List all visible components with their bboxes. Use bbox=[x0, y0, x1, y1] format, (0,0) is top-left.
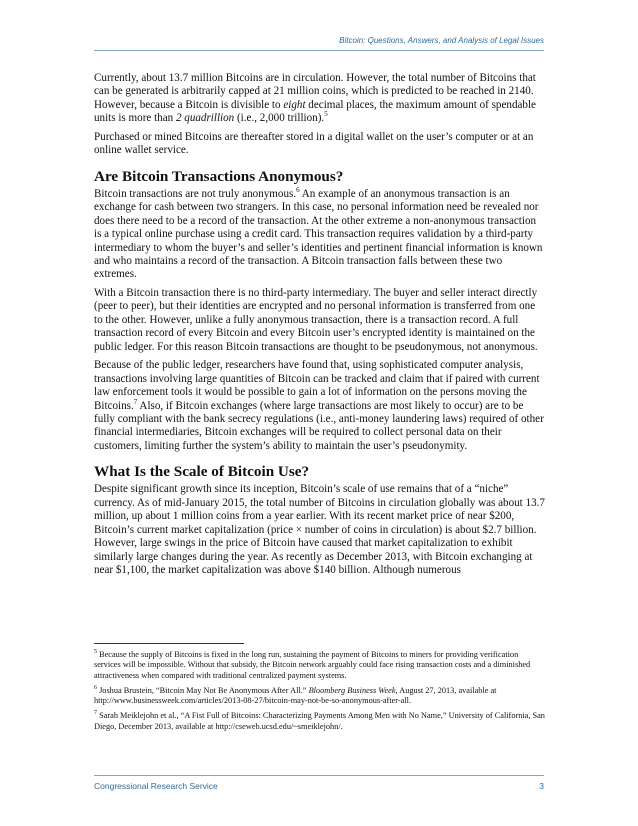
page-number: 3 bbox=[539, 781, 544, 791]
footnote-text[interactable]: August 27, 2013, available at http://www.businessweek.com/articles/2013-08-27/bitcoin-may-not-be-so-anonymous-after-all. bbox=[94, 685, 497, 706]
section-heading-anonymous: Are Bitcoin Transactions Anonymous? bbox=[94, 167, 344, 185]
section-heading-scale: What Is the Scale of Bitcoin Use? bbox=[94, 463, 310, 481]
italic-run: eight bbox=[283, 98, 306, 111]
footnote-ref[interactable]: 5 bbox=[324, 110, 328, 119]
paragraph-pseudonymous: With a Bitcoin transaction there is no third-party intermediary. The buyer and seller interact directly (peer to peer), but their identities are encrypted and no personal information is transferred from one to the other. However, unlike a fully anonymous transaction, there is a transaction record. A full transaction record of every Bitcoin and every Bitcoin user’s encrypted identity is maintained on the public ledger. For this reason Bitcoin transactions are thought to be pseudonymous, not anonymous. bbox=[94, 286, 538, 353]
running-header: Bitcoin: Questions, Answers, and Analysis of Legal Issues bbox=[339, 36, 544, 45]
footer-rule bbox=[94, 775, 544, 776]
text-run: Also, if Bitcoin exchanges (where large transactions are most likely to occur) are to be fully compliant with the bank secrecy regulations (i.e., anti-money laundering laws) required of other financial intermediaries, Bitcoin exchanges will be required to collect personal data on their customers, limiting further the system’s ability to maintain the user’s pseudonymity. bbox=[94, 399, 544, 452]
paragraph-anonymity bbox=[94, 185, 546, 282]
text-run: Currently, about 13.7 million Bitcoins are in circulation. However, the total number of Bitcoins that can be generated is arbitrarily capped at 21 million coins, which is predicted to be reached in 2140. However, because a Bitcoin is divisible to bbox=[94, 72, 536, 111]
footer-organization: Congressional Research Service bbox=[94, 781, 218, 791]
body-text bbox=[94, 72, 546, 583]
text-run: (i.e., 2,000 trillion). bbox=[234, 112, 325, 125]
footnote-text: Joshua Brustein, “Bitcoin May Not Be Anonymous After All.” bbox=[97, 685, 309, 695]
footnote-ref[interactable]: 6 bbox=[296, 185, 300, 194]
footnote-number: 6 bbox=[94, 684, 97, 691]
text-run: Because of the public ledger, researchers have found that, using sophisticated computer analysis, transactions involving large quantities of Bitcoin can be tracked and claim that if paired with current law enforcement tools it would be possible to gain a lot of information on the persons moving the Bitcoins. bbox=[94, 359, 540, 412]
footnote-number: 5 bbox=[94, 649, 97, 655]
footnote-5 bbox=[94, 650, 546, 681]
paragraph-public-ledger bbox=[94, 359, 546, 453]
paragraph-wallet: Purchased or mined Bitcoins are thereafter stored in a digital wallet on the user’s computer or at an online wallet service. bbox=[94, 130, 534, 157]
text-run: decimal places, the maximum amount of spendable units is more than bbox=[94, 98, 536, 125]
footnote-ref[interactable]: 7 bbox=[133, 397, 138, 406]
footnote-text[interactable]: Sarah Meiklejohn et al., “A Fist Full of Bitcoins: Characterizing Payments Among Men with No Name,” University of California, San Diego, December 2013, available at http://cseweb.ucsd.edu/~smeiklejohn/. bbox=[94, 711, 545, 731]
footnotes bbox=[94, 650, 546, 737]
footnote-7 bbox=[94, 711, 546, 732]
text-run: An example of an anonymous transaction is an exchange for cash between two strangers. In this case, no personal information need be revealed nor does there need to be a record of the transaction. At the other extreme a non-anonymous transaction is a typical online purchase using a credit card. This transaction requires validation by a third-party intermediary to whom the buyer’s and seller’s identities and pertinent financial information is known and who maintains a record of the transaction. A Bitcoin transaction falls between these two extremes. bbox=[94, 187, 543, 281]
italic-run: Bloomberg Business Week, bbox=[308, 685, 398, 695]
italic-run: 2 quadrillion bbox=[175, 112, 235, 125]
footnote-number: 7 bbox=[94, 710, 97, 717]
paragraph-circulation bbox=[94, 72, 546, 126]
footnote-text: Because the supply of Bitcoins is fixed in the long run, sustaining the payment of Bitcoins to miners for providing verification services will be impossible. Without that subsidy, the Bitcoin network arguably could face rising transaction costs and a diminished attractiveness when compared with traditional centralized payment systems. bbox=[94, 650, 531, 680]
paragraph-scale: Despite significant growth since its inception, Bitcoin’s scale of use remains that of a “niche” currency. As of mid-January 2015, the total number of Bitcoins in circulation globally was about 13.7 million, up about 1 million coins from a year earlier. With its recent market price of near $200, Bitcoin’s current market capitalization (price × number of coins in circulation) is about $2.7 billion. However, large swings in the price of Bitcoin have caused that market capitalization to exhibit similarly large changes during the year. As recently as December 2013, with Bitcoin exchanging at near $1,100, the market capitalization was above $140 billion. Although numerous bbox=[94, 483, 545, 577]
text-run: Bitcoin transactions are not truly anonymous. bbox=[94, 187, 297, 200]
footnote-6 bbox=[94, 686, 546, 707]
footnote-rule bbox=[94, 643, 244, 644]
header-rule bbox=[94, 50, 544, 51]
